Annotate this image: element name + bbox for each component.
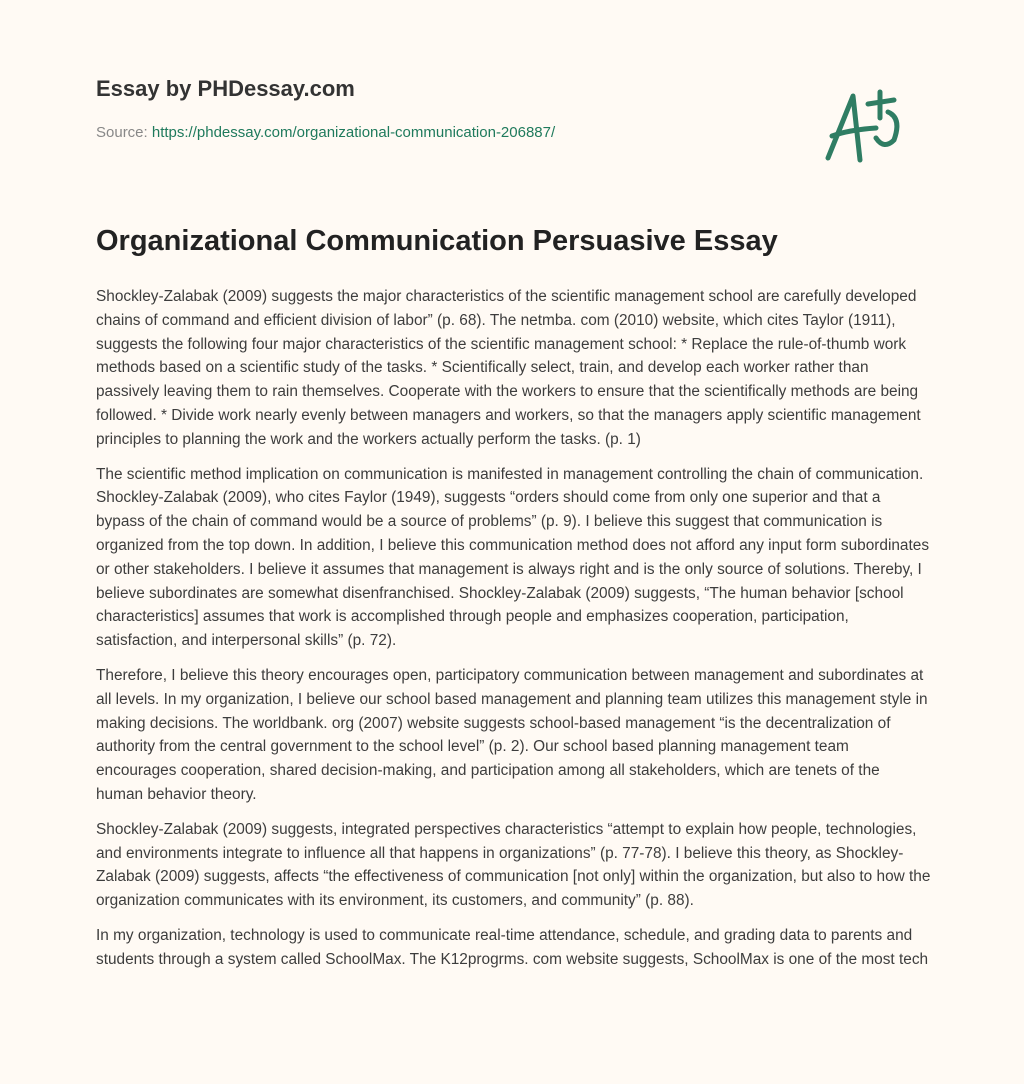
paragraph: Therefore, I believe this theory encourages open, participatory communication between management and subordinates at all levels. In my organization, I believe our school based management and planning team utilizes this management style in making decisions. The worldbank. org (2007) website suggests school-based management “is the decentralization of authority from the central government to the school level” (p. 2). Our school based planning management team encourages cooperation, shared decision-making, and participation among all stakeholders, which are tenets of the human behavior theory.: [96, 666, 928, 803]
site-title: Essay by PHDessay.com: [96, 76, 355, 101]
a-plus-logo-icon: [818, 88, 928, 168]
paragraph: Shockley-Zalabak (2009) suggests the major characteristics of the scientific management school are carefully developed chains of command and efficient division of labor” (p. 68). The netmba. com (2010) website, which cites Taylor (1911), suggests the following four major characteristics of the scientific management school: * Replace the rule-of-thumb work methods based on a scientific study of the tasks. * Scientifically select, train, and develop each worker rather than passively leaving them to rain themselves. Cooperate with the workers to ensure that the scientifically methods are being followed. * Divide work nearly evenly between managers and workers, so that the managers apply scientific management principles to planning the work and the workers actually perform the tasks. (p. 1): [96, 288, 921, 448]
source-line: [96, 124, 555, 141]
page-title: Organizational Communication Persuasive Essay: [96, 225, 778, 257]
paragraph: In my organization, technology is used to communicate real-time attendance, schedule, and grading data to parents and students through a system called SchoolMax. The K12progrms. com website suggests, SchoolMax is one of the most tech: [96, 926, 929, 968]
paragraph: The scientific method implication on communication is manifested in management controlling the chain of communication. Shockley-Zalabak (2009), who cites Faylor (1949), suggests “orders should come from only one superior and that a bypass of the chain of command would be a source of problems” (p. 9). I believe this suggest that communication is organized from the top down. In addition, I believe this communication method does not afford any input form subordinates or other stakeholders. I believe it assumes that management is always right and is the only source of solutions. Thereby, I believe subordinates are somewhat disenfranchised. Shockley-Zalabak (2009) suggests, “The human behavior [school characteristics] assumes that work is accomplished through people and emphasizes cooperation, participation, satisfaction, and interpersonal skills” (p. 72).: [96, 465, 930, 650]
paragraph: Shockley-Zalabak (2009) suggests, integrated perspectives characteristics “attempt to explain how people, technologies, and environments integrate to influence all that happens in organizations” (p. 77-78). I believe this theory, as Shockley-Zalabak (2009) suggests, affects “the effectiveness of communication [not only] within the organization, but also to how the organization communicates with its environment, its customers, and community” (p. 88).: [96, 820, 931, 910]
source-label: Source:: [96, 124, 148, 141]
essay-body: [96, 285, 931, 983]
source-link[interactable]: https://phdessay.com/organizational-communication-206887/: [151, 124, 556, 141]
